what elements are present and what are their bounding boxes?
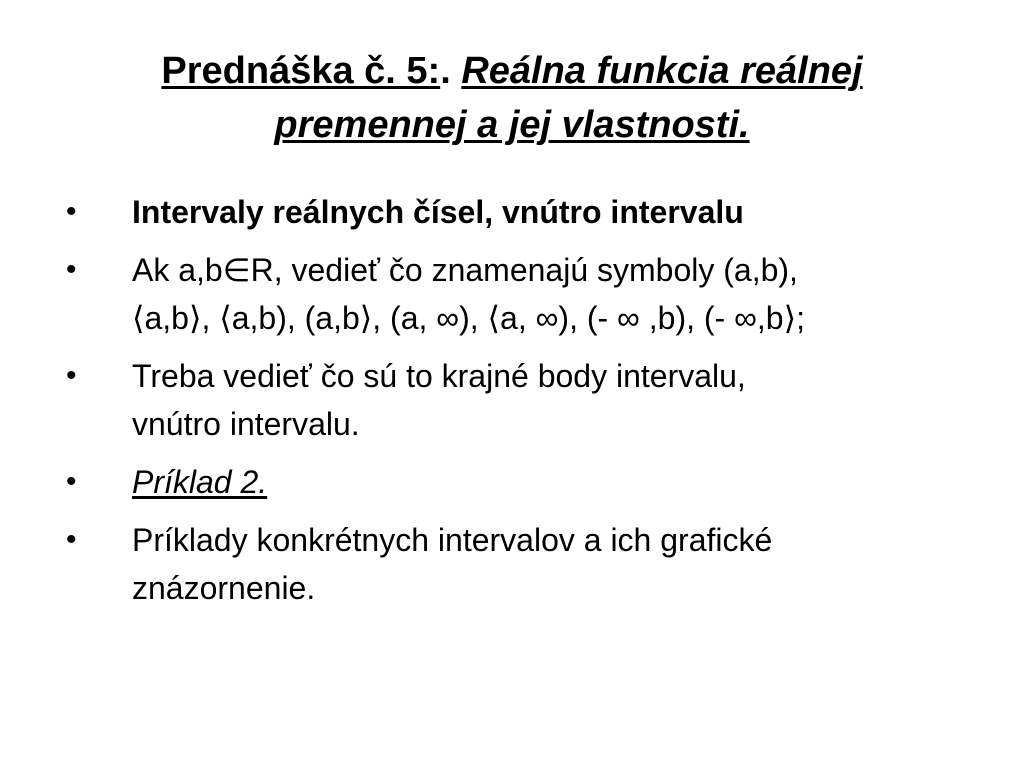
list-item bbox=[60, 352, 980, 448]
bullet-icon: • bbox=[66, 253, 77, 286]
item-text: Intervaly reálnych čísel, vnútro intervalu bbox=[132, 194, 744, 230]
title-lecture-number: Prednáška č. 5: bbox=[161, 50, 441, 92]
bullet-list bbox=[60, 188, 980, 622]
list-item bbox=[60, 516, 980, 612]
bullet-icon: • bbox=[66, 359, 77, 392]
item-text-line2: ⟨a,b⟩, ⟨a,b), (a,b⟩, (a, ∞), ⟨a, ∞), (- ∞ ,b), (- ∞,b⟩; bbox=[132, 300, 805, 336]
item-text-line1: Príklady konkrétnych intervalov a ich grafické bbox=[132, 522, 773, 558]
title-separator: . bbox=[440, 50, 462, 92]
item-text-line2: znázornenie. bbox=[132, 570, 316, 606]
item-text-line1: Treba vedieť čo sú to krajné body intervalu, bbox=[132, 358, 746, 394]
slide-title bbox=[40, 44, 984, 152]
bullet-icon: • bbox=[66, 523, 77, 556]
list-item bbox=[60, 246, 980, 342]
bullet-icon: • bbox=[66, 195, 77, 228]
bullet-icon: • bbox=[66, 465, 77, 498]
item-text-line1: Ak a,b∈R, vedieť čo znamenajú symboly (a,b), bbox=[132, 252, 798, 288]
list-item bbox=[60, 188, 980, 236]
example-link[interactable]: Príklad 2. bbox=[132, 464, 268, 500]
list-item bbox=[60, 458, 980, 506]
title-topic-line1: Reálna funkcia reálnej bbox=[461, 50, 863, 92]
item-text-line2: vnútro intervalu. bbox=[132, 406, 360, 442]
title-topic-line2: premennej a jej vlastnosti. bbox=[274, 104, 750, 146]
